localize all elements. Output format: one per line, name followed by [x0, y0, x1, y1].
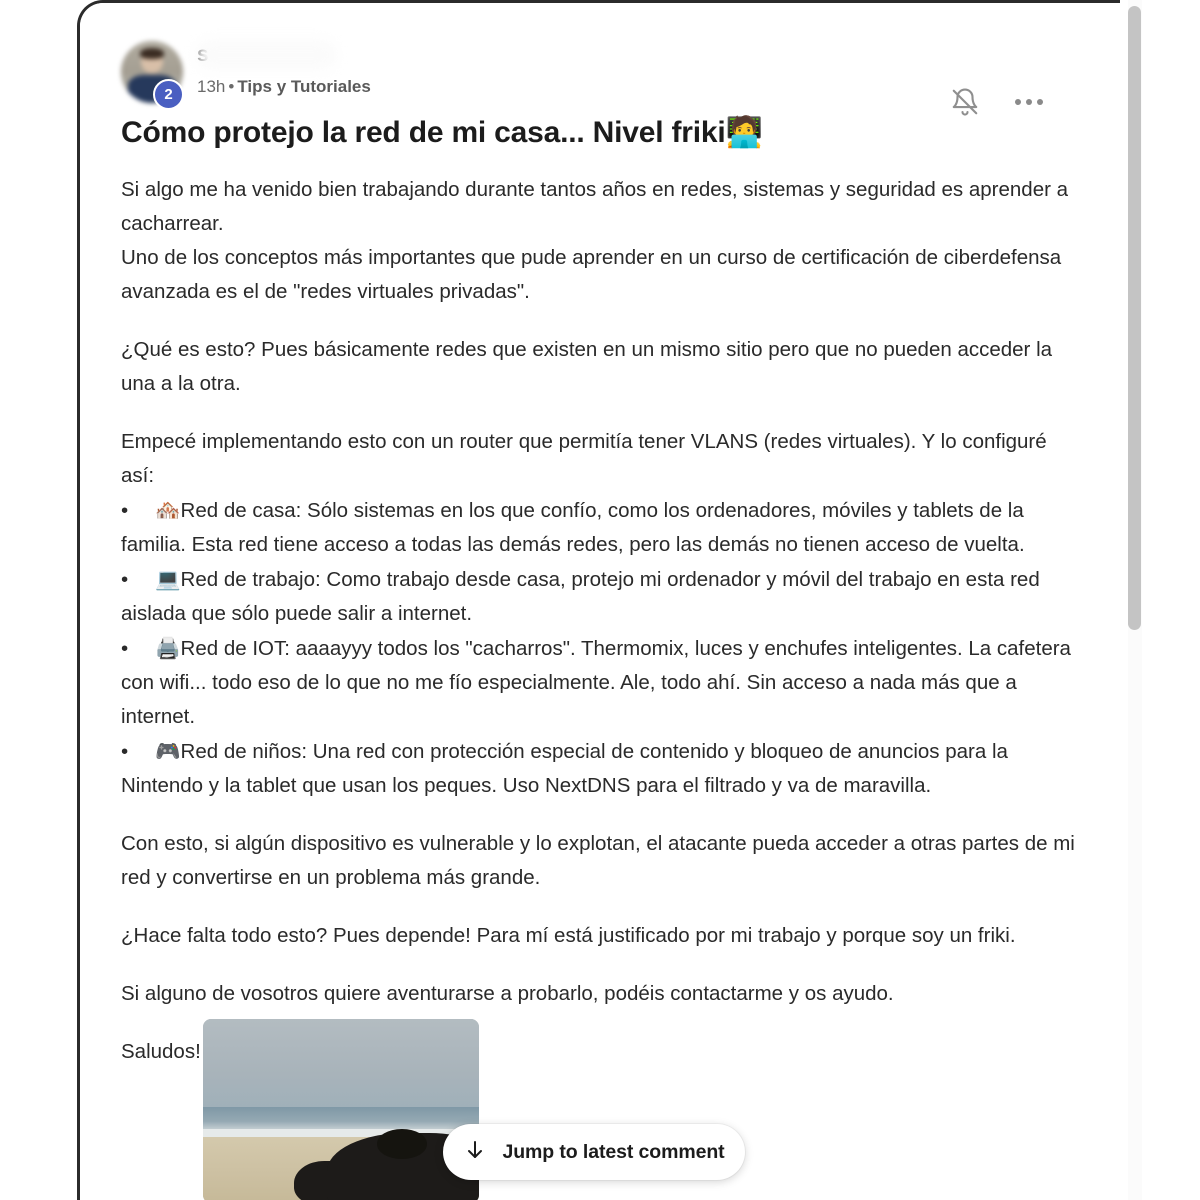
- network-list: [121, 493, 1076, 803]
- post-timestamp: 13h: [197, 77, 226, 96]
- photo-sky: [203, 1019, 479, 1111]
- author-block: [197, 41, 371, 99]
- post-body: [121, 113, 1076, 1093]
- technologist-emoji: 🧑‍💻: [725, 115, 763, 150]
- post-title-text: Cómo protejo la red de mi casa... Nivel friki: [121, 116, 726, 149]
- jump-button-label: Jump to latest comment: [502, 1140, 725, 1163]
- post-title: [121, 113, 1076, 153]
- bullet-marker: •: [121, 740, 129, 763]
- avatar-wrapper[interactable]: [121, 41, 183, 103]
- post-meta: [197, 75, 371, 99]
- bullet-marker: •: [121, 637, 129, 660]
- post-card-frame: [77, 0, 1120, 1200]
- house-emoji: 🏘️: [155, 498, 181, 522]
- post-header: [121, 37, 1081, 109]
- paragraph-2: ¿Qué es esto? Pues básicamente redes que existen en un mismo sitio pero que no pueden acceder la una a la otra.: [121, 338, 1053, 395]
- list-item: [121, 631, 1076, 734]
- bullet-marker: •: [121, 499, 129, 522]
- list-item-text: Red de niños: Una red con protección especial de contenido y bloqueo de anuncios para la Nintendo y la tablet que usan los peques. Uso NextDNS para el filtrado y va de maravilla.: [121, 740, 1008, 797]
- paragraph-6: Si alguno de vosotros quiere aventurarse a probarlo, podéis contactarme y os ayudo.: [121, 982, 894, 1005]
- list-item: [121, 493, 1076, 562]
- paragraph-5: ¿Hace falta todo esto? Pues depende! Para mí está justificado por mi trabajo y porque soy un friki.: [121, 924, 1016, 947]
- author-name[interactable]: [197, 41, 371, 69]
- dot-1: [1015, 99, 1021, 105]
- paragraph-3: Empecé implementando esto con un router que permitía tener VLANS (redes virtuales). Y lo configuré así:: [121, 430, 1047, 487]
- laptop-emoji: 💻: [155, 567, 181, 591]
- list-item-text: Red de IOT: aaaayyy todos los "cacharros". Thermomix, luces y enchufes inteligentes. La cafetera con wifi... todo eso de lo que no me fío especialmente. Ale, todo ahí. Sin acceso a nada más que a internet.: [121, 637, 1071, 728]
- paragraph-4: Con esto, si algún dispositivo es vulnerable y lo explotan, el atacante pueda acceder a otras partes de mi red y convertirse en un problema más grande.: [121, 832, 1075, 889]
- paragraph-1-line-1: Si algo me ha venido bien trabajando durante tantos años en redes, sistemas y seguridad es aprender a cacharrear.: [121, 178, 1069, 235]
- avatar-hair: [140, 48, 164, 59]
- jump-to-latest-comment-button[interactable]: [443, 1124, 745, 1180]
- dot-2: [1026, 99, 1032, 105]
- photo-figure-head: [377, 1129, 427, 1158]
- connection-degree-badge: 2: [153, 79, 184, 110]
- meta-separator: •: [228, 77, 235, 96]
- list-item: [121, 562, 1076, 631]
- post-card: [80, 3, 1120, 1200]
- list-item-text: Red de trabajo: Como trabajo desde casa, protejo mi ordenador y móvil del trabajo en esta red aislada que sólo puede salir a internet.: [121, 568, 1040, 625]
- list-item: [121, 734, 1076, 803]
- scrollbar-thumb[interactable]: [1128, 6, 1141, 630]
- post-group-name[interactable]: Tips y Tutoriales: [237, 77, 371, 96]
- dot-3: [1037, 99, 1043, 105]
- list-item-text: Red de casa: Sólo sistemas en los que confío, como los ordenadores, móviles y tablets de la familia. Esta red tiene acceso a todas las demás redes, pero las demás no tienen acceso de vuelta.: [121, 499, 1025, 556]
- game-controller-emoji: 🎮: [155, 739, 181, 763]
- arrow-down-icon: [463, 1138, 487, 1167]
- bullet-marker: •: [121, 568, 129, 591]
- printer-emoji: 🖨️: [155, 636, 181, 660]
- paragraph-7: Saludos!: [121, 1040, 201, 1063]
- paragraph-1-line-2: Uno de los conceptos más importantes que pude aprender en un curso de certificación de ciberdefensa avanzada es el de "redes virtuales privadas".: [121, 246, 1062, 303]
- overflow-dots: [1015, 99, 1043, 105]
- post-attachment-photo[interactable]: [203, 1019, 479, 1200]
- redaction-blur: [195, 40, 337, 70]
